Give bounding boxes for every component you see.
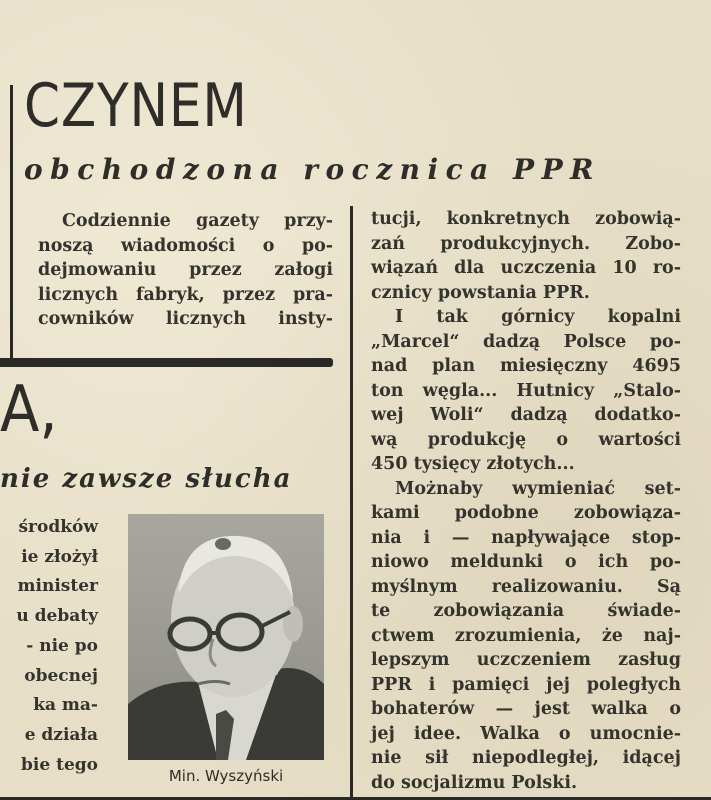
second-headline-fragment: A, <box>0 373 58 447</box>
article-column-right <box>371 207 681 795</box>
text-line: nia i — napływające stop- <box>371 527 681 548</box>
text-line: ie złożył <box>21 546 98 567</box>
second-subheadline-fragment: nie zawsze słucha <box>0 464 293 494</box>
text-line: wą produkcję o wartości <box>371 429 681 450</box>
text-line: wej Woli“ dadzą dodatko- <box>371 405 681 425</box>
text-line: kami podobne zobowiąza- <box>371 503 681 523</box>
text-line: minister <box>17 576 98 597</box>
text-line: środków <box>18 517 98 537</box>
second-article-body <box>0 513 98 780</box>
text-line: nad plan miesięczny 4695 <box>371 356 681 376</box>
column-divider <box>350 206 353 800</box>
text-line: e działa <box>24 724 98 745</box>
section-divider-bar <box>0 358 333 367</box>
text-line: u debaty <box>16 606 98 627</box>
text-line: ton węgla... Hutnicy „Stalo- <box>371 380 681 401</box>
text-line: wiązań dla uczczenia 10 ro- <box>371 258 681 278</box>
text-line: zań produkcyjnych. Zobo- <box>371 233 681 254</box>
photo-caption: Min. Wyszyński <box>168 767 284 785</box>
article-subheadline: obchodzona rocznica PPR <box>24 153 601 186</box>
text-line: „Marcel“ dadzą Polsce po- <box>371 331 681 352</box>
text-line: - nie po <box>26 635 98 656</box>
text-line: cznicy powstania PPR. <box>371 282 590 303</box>
text-line: I tak górnicy kopalni <box>395 307 681 327</box>
headline-left-rule <box>10 85 13 359</box>
text-line: noszą wiadomości o po- <box>38 235 333 256</box>
portrait-photo <box>128 514 324 760</box>
text-line: 450 tysięcy złotych... <box>371 454 575 474</box>
text-line: dejmowaniu przez załogi <box>38 260 333 280</box>
text-line: bohaterów — jest walka o <box>371 699 681 719</box>
text-line: PPR i pamięci jej poległych <box>371 674 681 695</box>
text-line: do socjalizmu Polski. <box>371 772 578 793</box>
text-line: tucji, konkretnych zobowią- <box>371 209 681 229</box>
text-line: niowo meldunki o ich po- <box>371 552 681 572</box>
article-headline: CZYNEM <box>24 71 248 141</box>
text-line: lepszym uczczeniem zasług <box>371 650 681 670</box>
text-line: ctwem zrozumienia, że naj- <box>371 625 681 646</box>
article-column-left <box>38 209 333 332</box>
portrait-illustration <box>128 514 324 760</box>
text-line: ka ma- <box>33 695 98 716</box>
text-line: bie tego <box>21 754 98 775</box>
text-line: obecnej <box>24 665 98 686</box>
text-line: te zobowiązania świade- <box>371 601 681 621</box>
text-line: jej idee. Walka o umocnie- <box>371 723 681 744</box>
text-line: Możnaby wymieniać set- <box>395 478 681 499</box>
text-line: licznych fabryk, przez pra- <box>38 284 333 305</box>
text-line: Codziennie gazety przy- <box>62 211 333 231</box>
text-line: myślnym realizowaniu. Są <box>371 576 681 597</box>
text-line: cowników licznych insty- <box>38 309 333 329</box>
text-line: nie sił niepodległej, idącej <box>371 748 681 768</box>
